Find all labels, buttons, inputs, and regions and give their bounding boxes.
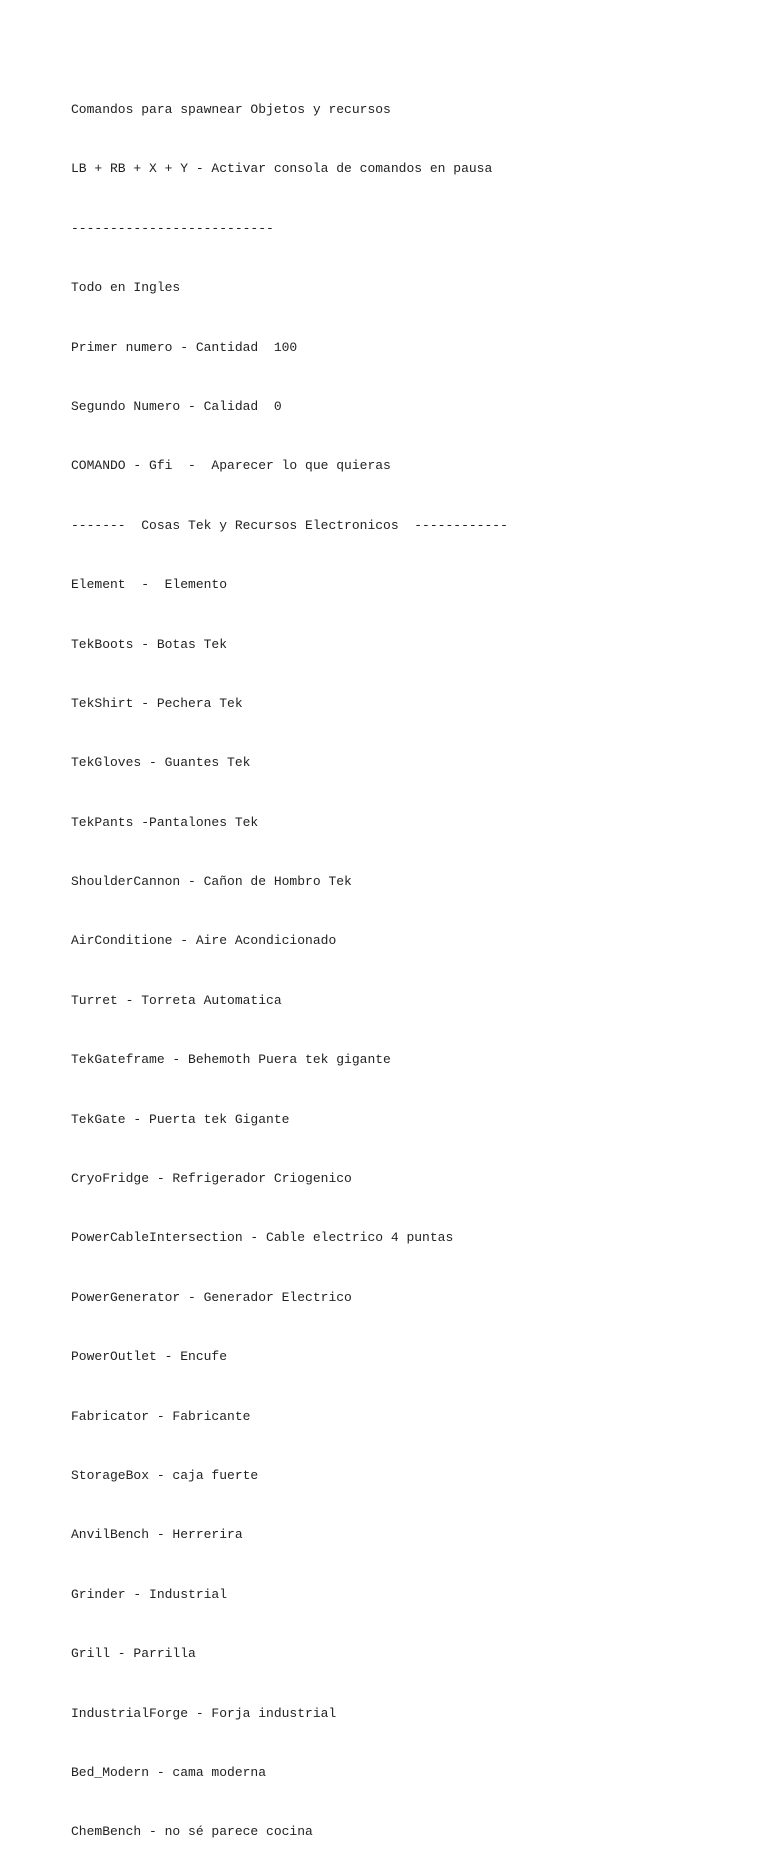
list-item: AnvilBench - Herrerira [71, 1527, 243, 1543]
list-item: Grinder - Industrial [71, 1586, 228, 1602]
list-item: TekShirt - Pechera Tek [71, 695, 243, 711]
text-line: COMANDO - Gfi - Aparecer lo que quieras [71, 458, 391, 474]
document-title: Comandos para spawnear Objetos y recursos [71, 102, 391, 117]
list-item: Bed_Modern - cama moderna [71, 1764, 267, 1780]
list-item: Fabricator - Fabricante [71, 1408, 251, 1424]
list-item: Turret - Torreta Automatica [71, 992, 282, 1008]
list-item: CryoFridge - Refrigerador Criogenico [71, 1171, 352, 1187]
section-heading: ------- Cosas Tek y Recursos Electronicos ------------ [71, 517, 508, 533]
list-item: TekGloves - Guantes Tek [71, 755, 251, 771]
text-line: Todo en Ingles [71, 280, 181, 296]
list-item: ShoulderCannon - Cañon de Hombro Tek [71, 874, 352, 890]
list-item: Grill - Parrilla [71, 1646, 196, 1662]
divider-line: -------------------------- [71, 220, 274, 236]
list-item: PowerGenerator - Generador Electrico [71, 1289, 352, 1305]
text-line: Segundo Numero - Calidad 0 [71, 398, 282, 414]
list-item: StorageBox - caja fuerte [71, 1467, 259, 1483]
list-item: TekGate - Puerta tek Gigante [71, 1111, 290, 1127]
text-line: Primer numero - Cantidad 100 [71, 339, 298, 355]
document-body [71, 71, 731, 1868]
list-item: ChemBench - no sé parece cocina [71, 1824, 313, 1840]
list-item: PowerOutlet - Encufe [71, 1349, 228, 1365]
list-item: IndustrialForge - Forja industrial [71, 1705, 337, 1721]
list-item: AirConditione - Aire Acondicionado [71, 933, 337, 949]
list-item: TekBoots - Botas Tek [71, 636, 228, 652]
list-item: Element - Elemento [71, 577, 228, 593]
list-item: TekGateframe - Behemoth Puera tek gigante [71, 1052, 391, 1068]
list-item: TekPants -Pantalones Tek [71, 814, 259, 830]
text-line: LB + RB + X + Y - Activar consola de comandos en pausa [71, 161, 493, 177]
list-item: PowerCableIntersection - Cable electrico 4 puntas [71, 1230, 454, 1246]
